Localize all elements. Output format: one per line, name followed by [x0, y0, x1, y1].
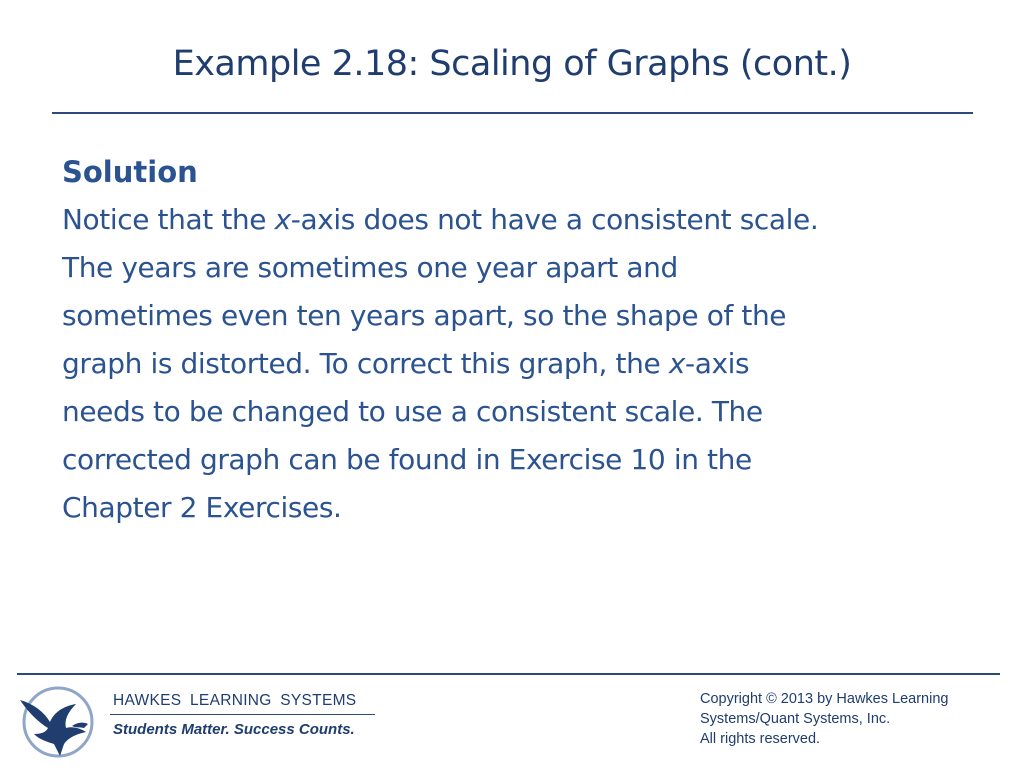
copyright-line-2: Systems/Quant Systems, Inc.	[700, 711, 891, 727]
solution-text	[62, 196, 972, 532]
brand-tagline: Students Matter. Success Counts.	[113, 721, 355, 738]
solution-heading: Solution	[62, 155, 198, 189]
text-line-3: sometimes even ten years apart, so the shape of the	[62, 299, 787, 332]
copyright-line-3: All rights reserved.	[700, 731, 821, 747]
text-line-7: Chapter 2 Exercises.	[62, 491, 342, 524]
text-line-2: The years are sometimes one year apart and	[62, 251, 678, 284]
brand-name: HAWKES LEARNING SYSTEMS	[113, 692, 357, 709]
content-body	[62, 150, 972, 532]
hawk-logo-icon	[14, 682, 100, 760]
copyright-notice	[700, 689, 1000, 749]
slide-title: Example 2.18: Scaling of Graphs (cont.)	[172, 44, 852, 84]
text-line-6: corrected graph can be found in Exercise 10 in the	[62, 443, 752, 476]
title-divider	[52, 112, 973, 114]
text-line-5: needs to be changed to use a consistent scale. The	[62, 395, 763, 428]
text-line-4: graph is distorted. To correct this graph, the x-axis	[62, 347, 750, 380]
copyright-line-1: Copyright © 2013 by Hawkes Learning	[700, 691, 949, 707]
brand-divider	[110, 714, 375, 715]
footer-divider	[17, 673, 1000, 675]
text-line-1: Notice that the x-axis does not have a consistent scale.	[62, 203, 819, 236]
